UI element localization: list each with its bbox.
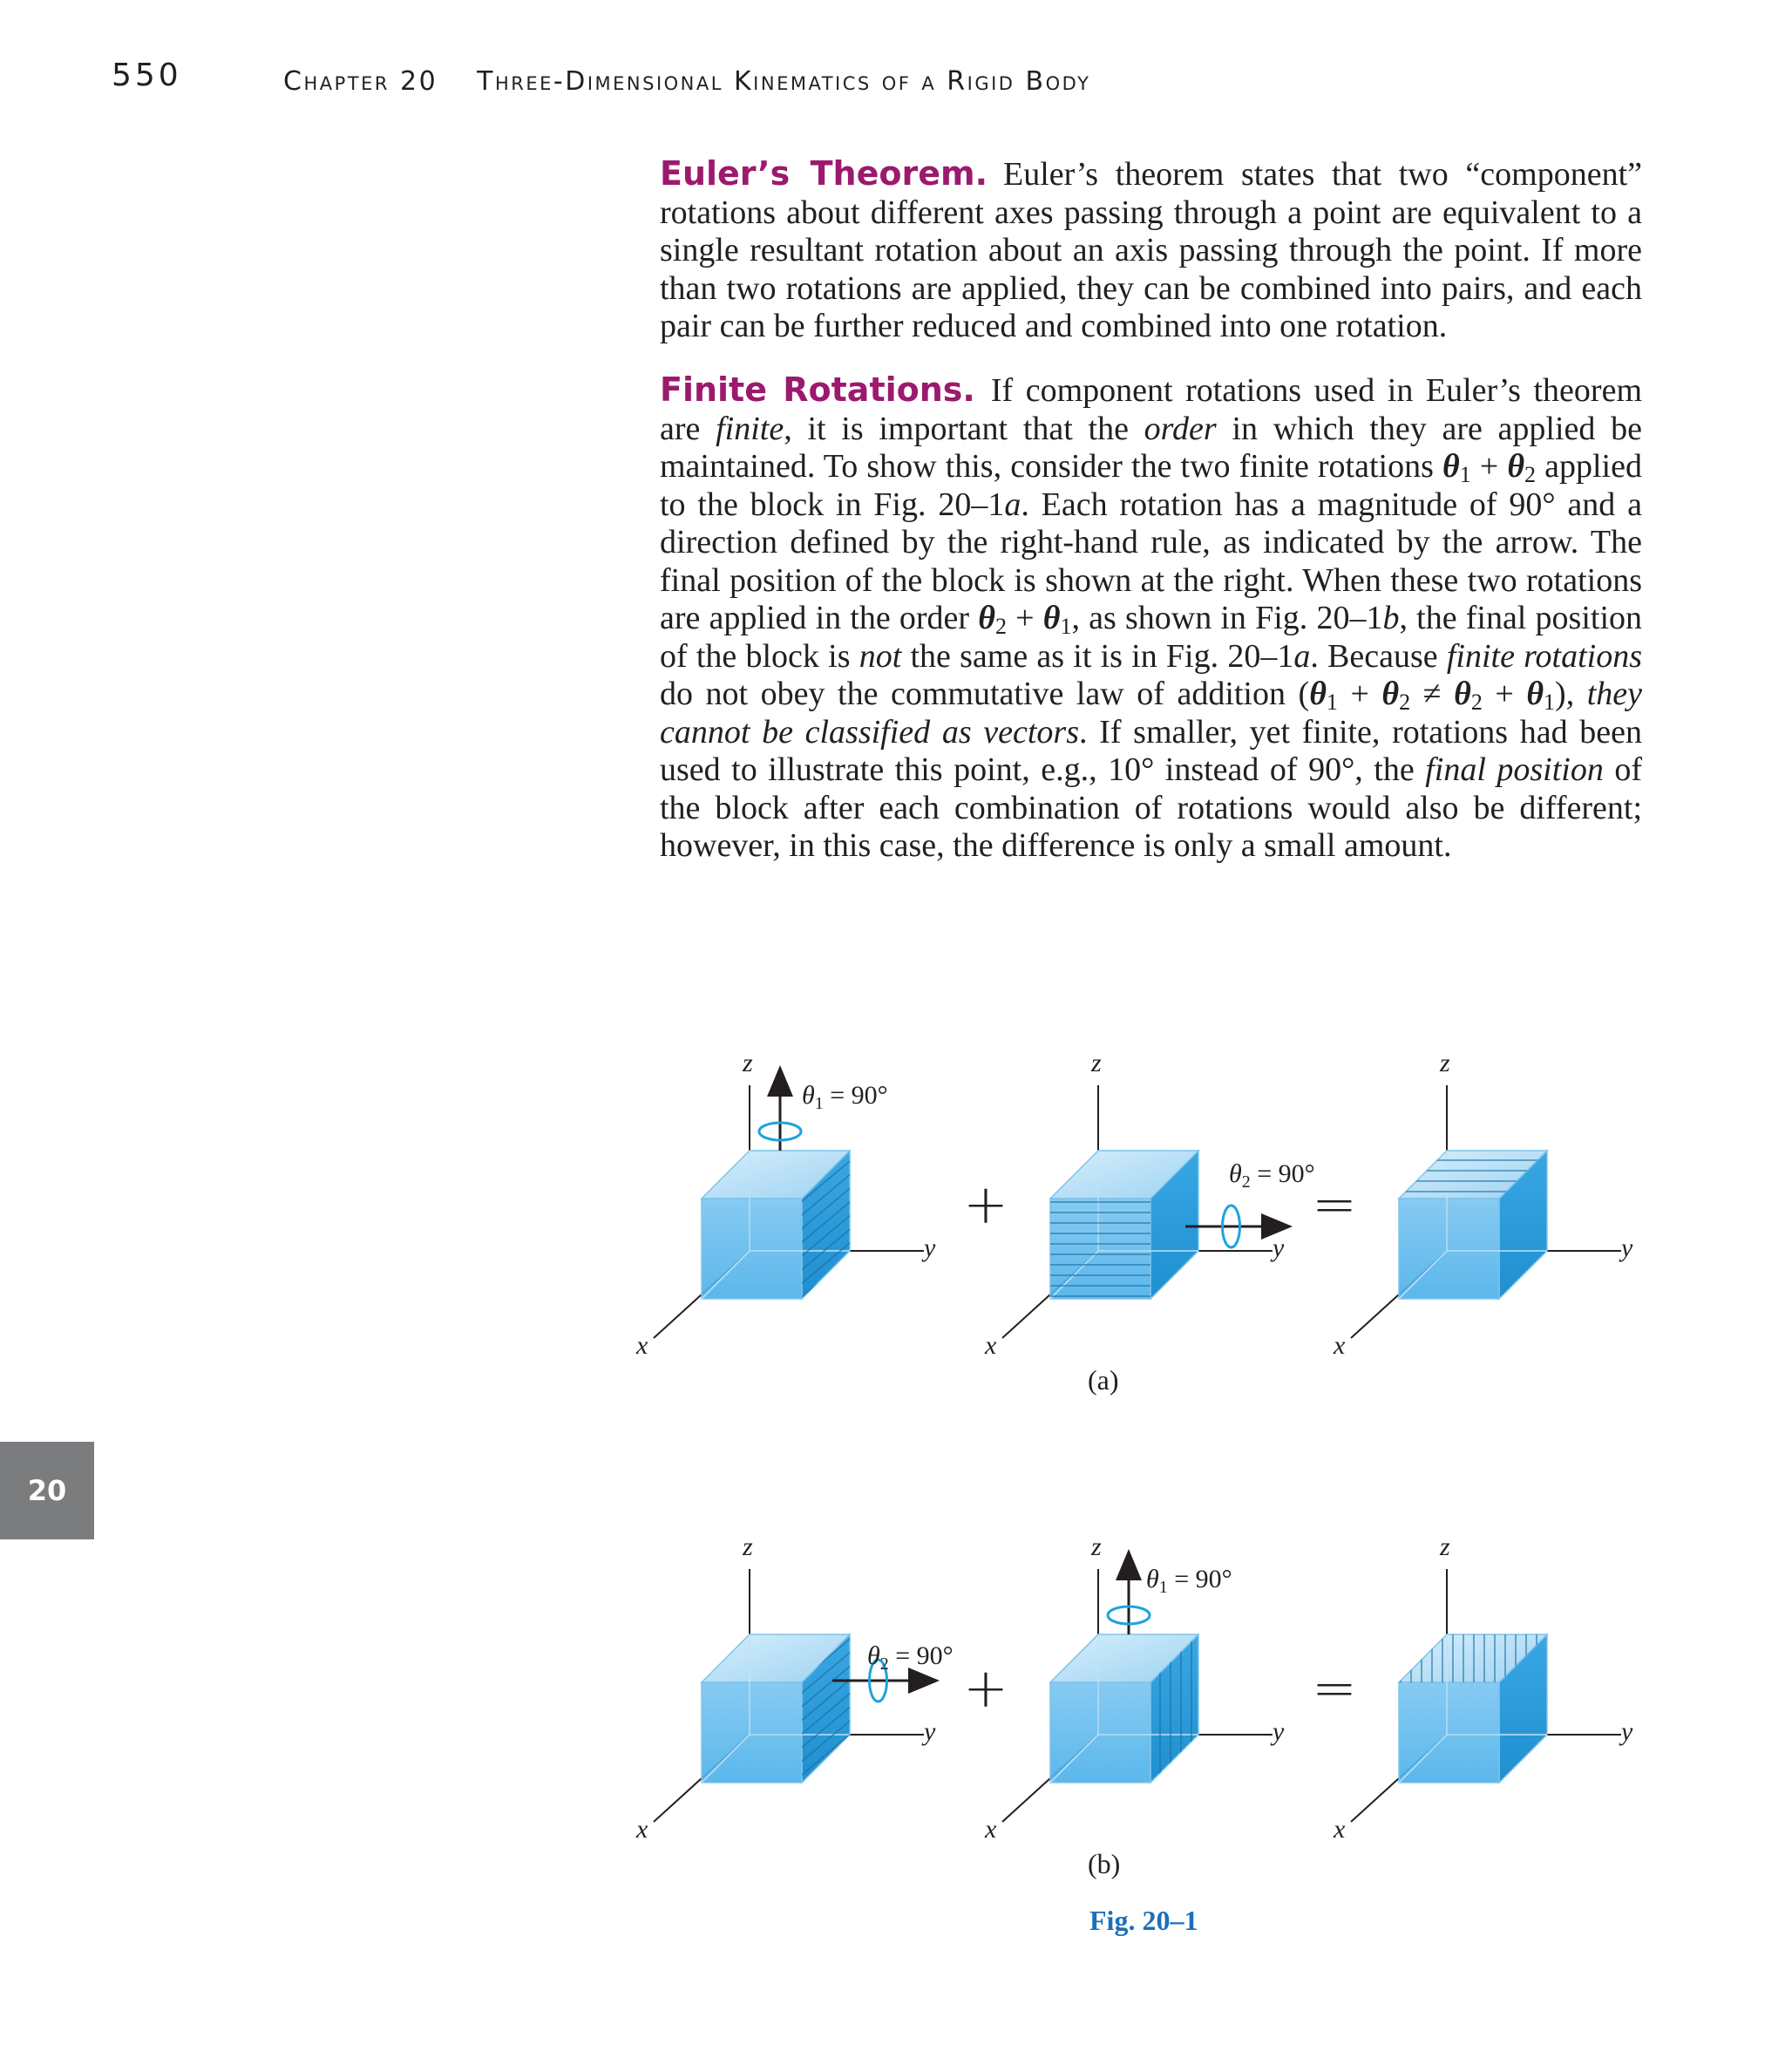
chapter-tab: 20	[0, 1442, 94, 1539]
chapter-title: Three-Dimensional Kinematics of a Rigid Body	[477, 66, 1091, 97]
chapter-label: Chapter 20	[283, 66, 438, 97]
body-text: of the block after each combination of rotations would also be different; however, in this case, the difference is only a small amount.	[660, 751, 1643, 864]
body-text-emphasis: a	[1004, 486, 1021, 523]
x-axis-label: x	[636, 1331, 648, 1360]
equals-sign: =	[1312, 1656, 1357, 1720]
y-axis-label: y	[1273, 1233, 1285, 1262]
section-body: Euler’s theorem states that two “component” rotations about different axes passing through a point are equivalent to a single resultant rotation about an axis passing through the point. If more than two rotations are applied, they can be combined into pairs, and each pair can be further reduced and combined into one rotation.	[660, 156, 1642, 344]
body-text: . Because	[1310, 637, 1447, 675]
equation: $\theta_1 + \theta_2$	[1442, 448, 1537, 487]
part-a-label: (a)	[1088, 1364, 1119, 1396]
cube-striped-face	[1050, 1199, 1150, 1299]
z-axis-label: z	[1440, 1049, 1450, 1077]
body-text: . If smaller, yet finite, rotations had been used to illustrate this point, e.g., 10° instead of 90°, the	[660, 713, 1642, 788]
body-text-emphasis: not	[859, 637, 902, 675]
body-text: . Each rotation has a magnitude of 90° and a direction defined by the right-hand rule, as indicated by the arrow. The final position of the block is shown at the right. When these two rotations are applied in the order	[660, 486, 1643, 636]
body-text: do not obey the commutative law of addition	[660, 676, 1299, 712]
body-text-emphasis: order	[1144, 410, 1217, 447]
x-axis-label: x	[636, 1815, 648, 1844]
body-text: , the final position of the block is	[660, 600, 1642, 675]
body-text-emphasis: final position	[1425, 751, 1604, 788]
running-head	[283, 66, 1090, 97]
z-axis-label: z	[743, 1532, 753, 1561]
x-axis-label: x	[1334, 1815, 1346, 1844]
body-text: If component rotations used in Euler’s theorem are	[660, 372, 1642, 447]
body-text: applied to the block in Fig. 20–1	[660, 448, 1642, 523]
equation: $(\theta_1 + \theta_2 \ne \theta_2 + \theta_1)$	[1298, 676, 1566, 715]
y-axis-label: y	[924, 1233, 936, 1262]
z-axis-label: z	[743, 1049, 753, 1077]
body-text: , it is important that the	[784, 410, 1144, 447]
figure-cubes	[654, 1081, 1621, 1822]
body-text: the same as it is in Fig. 20–1	[901, 637, 1294, 675]
theta1-label: $\theta_1 = 90^\circ$	[802, 1081, 888, 1113]
body-text: , as shown in Fig. 20–1	[1071, 600, 1383, 636]
body-text: in which they are applied be maintained. To show this, consider the two finite rotations	[660, 410, 1642, 485]
body-text-emphasis: finite	[716, 410, 784, 447]
page-number: 550	[112, 58, 182, 93]
body-text-emphasis: a	[1293, 637, 1311, 675]
z-axis-label: z	[1091, 1049, 1102, 1077]
theta1-label: $\theta_1 = 90^\circ$	[1146, 1565, 1232, 1597]
body-text-emphasis: they cannot be classified as vectors	[660, 676, 1643, 751]
plus-sign: +	[963, 1656, 1008, 1720]
y-axis-label: y	[924, 1717, 936, 1746]
x-axis-label: x	[985, 1815, 997, 1844]
body-text-emphasis: b	[1382, 600, 1400, 636]
theta2-label: $\theta_2 = 90^\circ$	[1229, 1159, 1315, 1192]
y-axis-label: y	[1621, 1717, 1633, 1746]
part-b-label: (b)	[1088, 1848, 1121, 1879]
z-axis-label: z	[1440, 1532, 1450, 1561]
section-heading: Euler’s Theorem.	[660, 154, 988, 193]
equation: $\theta_2 + \theta_1$	[978, 600, 1072, 639]
z-axis-label: z	[1091, 1532, 1102, 1561]
y-axis-label: y	[1273, 1717, 1285, 1746]
plus-sign: +	[963, 1172, 1008, 1236]
section-heading: Finite Rotations.	[660, 370, 975, 409]
figure-20-1	[628, 994, 1673, 1970]
equals-sign: =	[1312, 1172, 1357, 1236]
x-axis-label: x	[985, 1331, 997, 1360]
body-text: ,	[1565, 676, 1587, 712]
body-text-emphasis: finite rotations	[1446, 637, 1643, 675]
figure-caption: Fig. 20–1	[1089, 1905, 1198, 1936]
y-axis-label: y	[1621, 1233, 1633, 1262]
figure-drawing	[628, 994, 1673, 1970]
finite-rotations-section	[660, 371, 1642, 866]
x-axis-label: x	[1334, 1331, 1346, 1360]
theta2-label: $\theta_2 = 90^\circ$	[867, 1641, 954, 1674]
eulers-theorem-section	[660, 155, 1642, 346]
